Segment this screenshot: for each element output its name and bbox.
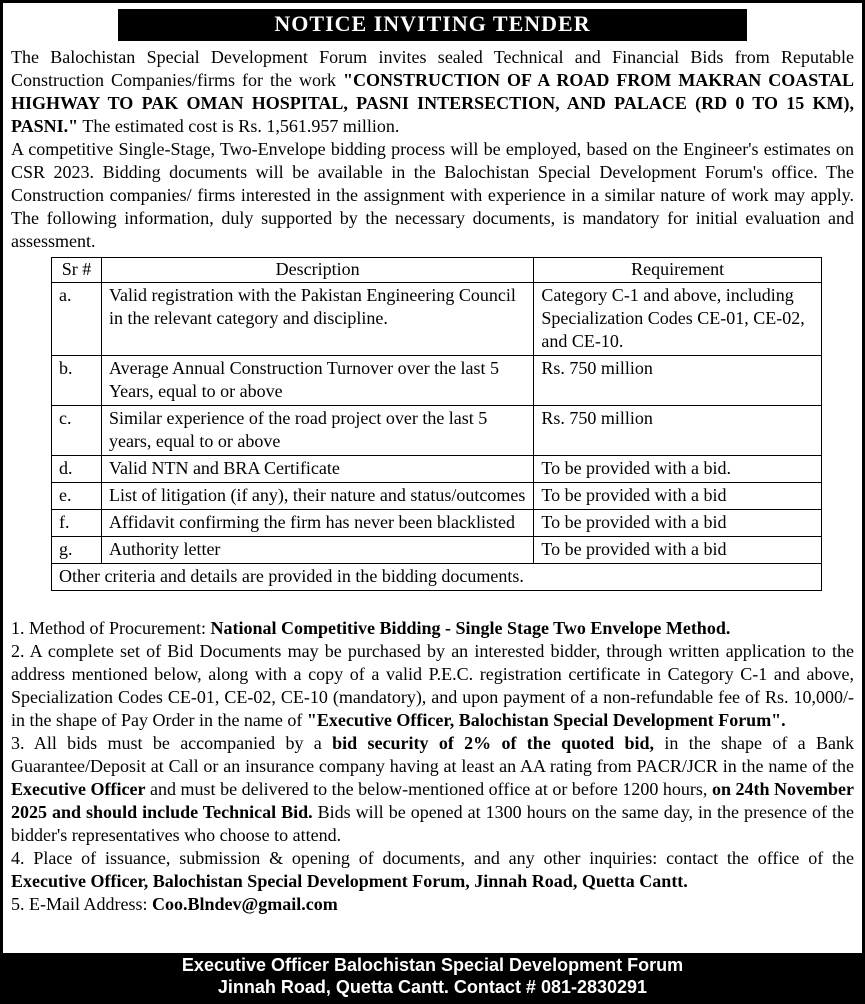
term-2-text: 2. A complete set of Bid Documents may be purchased by an interested bidder, through written application to the address mentioned below, along with a copy of a valid P.E.C. registration certificate in Category C-1 and above, Specialization Codes CE-01, CE-02, CE-10 (mandatory), and upon payment of a non-refundable fee of Rs. 10,000/- in the shape of Pay Order in the name of — [11, 641, 854, 730]
cell-requirement: Rs. 750 million — [534, 406, 822, 456]
terms-section — [11, 617, 854, 916]
footer-line-1: Executive Officer Balochistan Special Development Forum — [181, 955, 684, 975]
cell-sr: g. — [52, 537, 102, 564]
cell-description: Affidavit confirming the firm has never been blacklisted — [101, 510, 533, 537]
term-item-4 — [11, 847, 854, 893]
cell-sr: b. — [52, 356, 102, 406]
table-row — [52, 483, 822, 510]
cell-requirement: Rs. 750 million — [534, 356, 822, 406]
cell-description: Average Annual Construction Turnover over the last 5 Years, equal to or above — [101, 356, 533, 406]
term-3-text-2: in the shape of a Bank Guarantee/Deposit at Call or an insurance company having at least an AA rating from PACR/JCR in the name of the — [11, 733, 855, 776]
table-row — [52, 406, 822, 456]
deadline-bold: on 24th November 2025 and should include Technical Bid. — [11, 779, 855, 822]
table-row — [52, 456, 822, 483]
cell-requirement: To be provided with a bid — [534, 537, 822, 564]
table-header-description: Description — [101, 258, 533, 283]
term-item-5 — [11, 893, 854, 916]
pay-order-payee-bold: "Executive Officer, Balochistan Special Development Forum". — [306, 710, 786, 730]
cell-requirement: To be provided with a bid. — [534, 456, 822, 483]
term-item-1 — [11, 617, 854, 640]
table-header-row — [52, 258, 822, 283]
footer-bar — [3, 953, 862, 1001]
notice-body — [3, 44, 862, 953]
table-row — [52, 283, 822, 356]
executive-officer-bold: Executive Officer — [11, 779, 146, 799]
cell-description: List of litigation (if any), their nature and status/outcomes — [101, 483, 533, 510]
table-row — [52, 537, 822, 564]
intro-paragraph-2: A competitive Single-Stage, Two-Envelope bidding process will be employed, based on the Engineer's estimates on CSR 2023. Bidding documents will be available in the Balochistan Special Development Forum's office. The Construction companies/ firms interested in the assignment with experience in a similar nature of work may apply. The following information, duly supported by the necessary documents, is mandatory for initial evaluation and assessment. — [11, 139, 854, 251]
term-3-text-1: 3. All bids must be accompanied by a — [11, 733, 333, 753]
table-header-sr: Sr # — [52, 258, 102, 283]
cell-description: Similar experience of the road project over the last 5 years, equal to or above — [101, 406, 533, 456]
footer-line-2: Jinnah Road, Quetta Cantt. Contact # 081-2830291 — [217, 977, 648, 997]
cell-sr: f. — [52, 510, 102, 537]
cell-requirement: Category C-1 and above, including Specialization Codes CE-01, CE-02, and CE-10. — [534, 283, 822, 356]
estimated-cost-text: The estimated cost is Rs. 1,561.957 million. — [78, 116, 400, 136]
email-address: Coo.Blndev@gmail.com — [152, 894, 338, 914]
cell-sr: c. — [52, 406, 102, 456]
table-header-requirement: Requirement — [534, 258, 822, 283]
intro-paragraph-1 — [11, 46, 854, 138]
table-row — [52, 356, 822, 406]
bid-security-bold: bid security of 2% of the quoted bid, — [332, 733, 655, 753]
requirements-table — [51, 257, 822, 591]
cell-sr: a. — [52, 283, 102, 356]
cell-requirement: To be provided with a bid — [534, 510, 822, 537]
term-item-3 — [11, 732, 854, 847]
method-of-procurement-bold: National Competitive Bidding - Single Stage Two Envelope Method. — [210, 618, 731, 638]
email-label: 5. E-Mail Address: — [11, 894, 152, 914]
term-item-2 — [11, 640, 854, 732]
term-3-text-3: and must be delivered to the below-mentioned office at or before 1200 hours, — [145, 779, 712, 799]
intro-text-1: The Balochistan Special Development Forum invites sealed Technical and Financial Bids from Reputable Construction Companies/firms for the work — [11, 47, 854, 90]
cell-sr: d. — [52, 456, 102, 483]
term-4-text: 4. Place of issuance, submission & opening of documents, and any other inquiries: contact the office of the — [11, 848, 854, 868]
cell-requirement: To be provided with a bid — [534, 483, 822, 510]
cell-description: Valid registration with the Pakistan Engineering Council in the relevant category and discipline. — [101, 283, 533, 356]
table-row — [52, 510, 822, 537]
cell-description: Authority letter — [101, 537, 533, 564]
contact-office-bold: Executive Officer, Balochistan Special Development Forum, Jinnah Road, Quetta Cantt. — [11, 871, 688, 891]
cell-description: Valid NTN and BRA Certificate — [101, 456, 533, 483]
page-title: NOTICE INVITING TENDER — [274, 11, 591, 36]
term-3-text-4: Bids will be opened at 1300 hours on the same day, in the presence of the bidder's representatives who choose to attend. — [11, 802, 854, 845]
term-1-text: 1. Method of Procurement: — [11, 618, 211, 638]
table-footer-note: Other criteria and details are provided in the bidding documents. — [52, 564, 822, 591]
table-footer-row — [52, 564, 822, 591]
project-title-bold: "CONSTRUCTION OF A ROAD FROM MAKRAN COASTAL HIGHWAY TO PAK OMAN HOSPITAL, PASNI INTERSECTION, AND PALACE (RD 0 TO 15 KM), PASNI." — [11, 70, 854, 136]
cell-sr: e. — [52, 483, 102, 510]
notice-title-bar — [118, 9, 747, 41]
